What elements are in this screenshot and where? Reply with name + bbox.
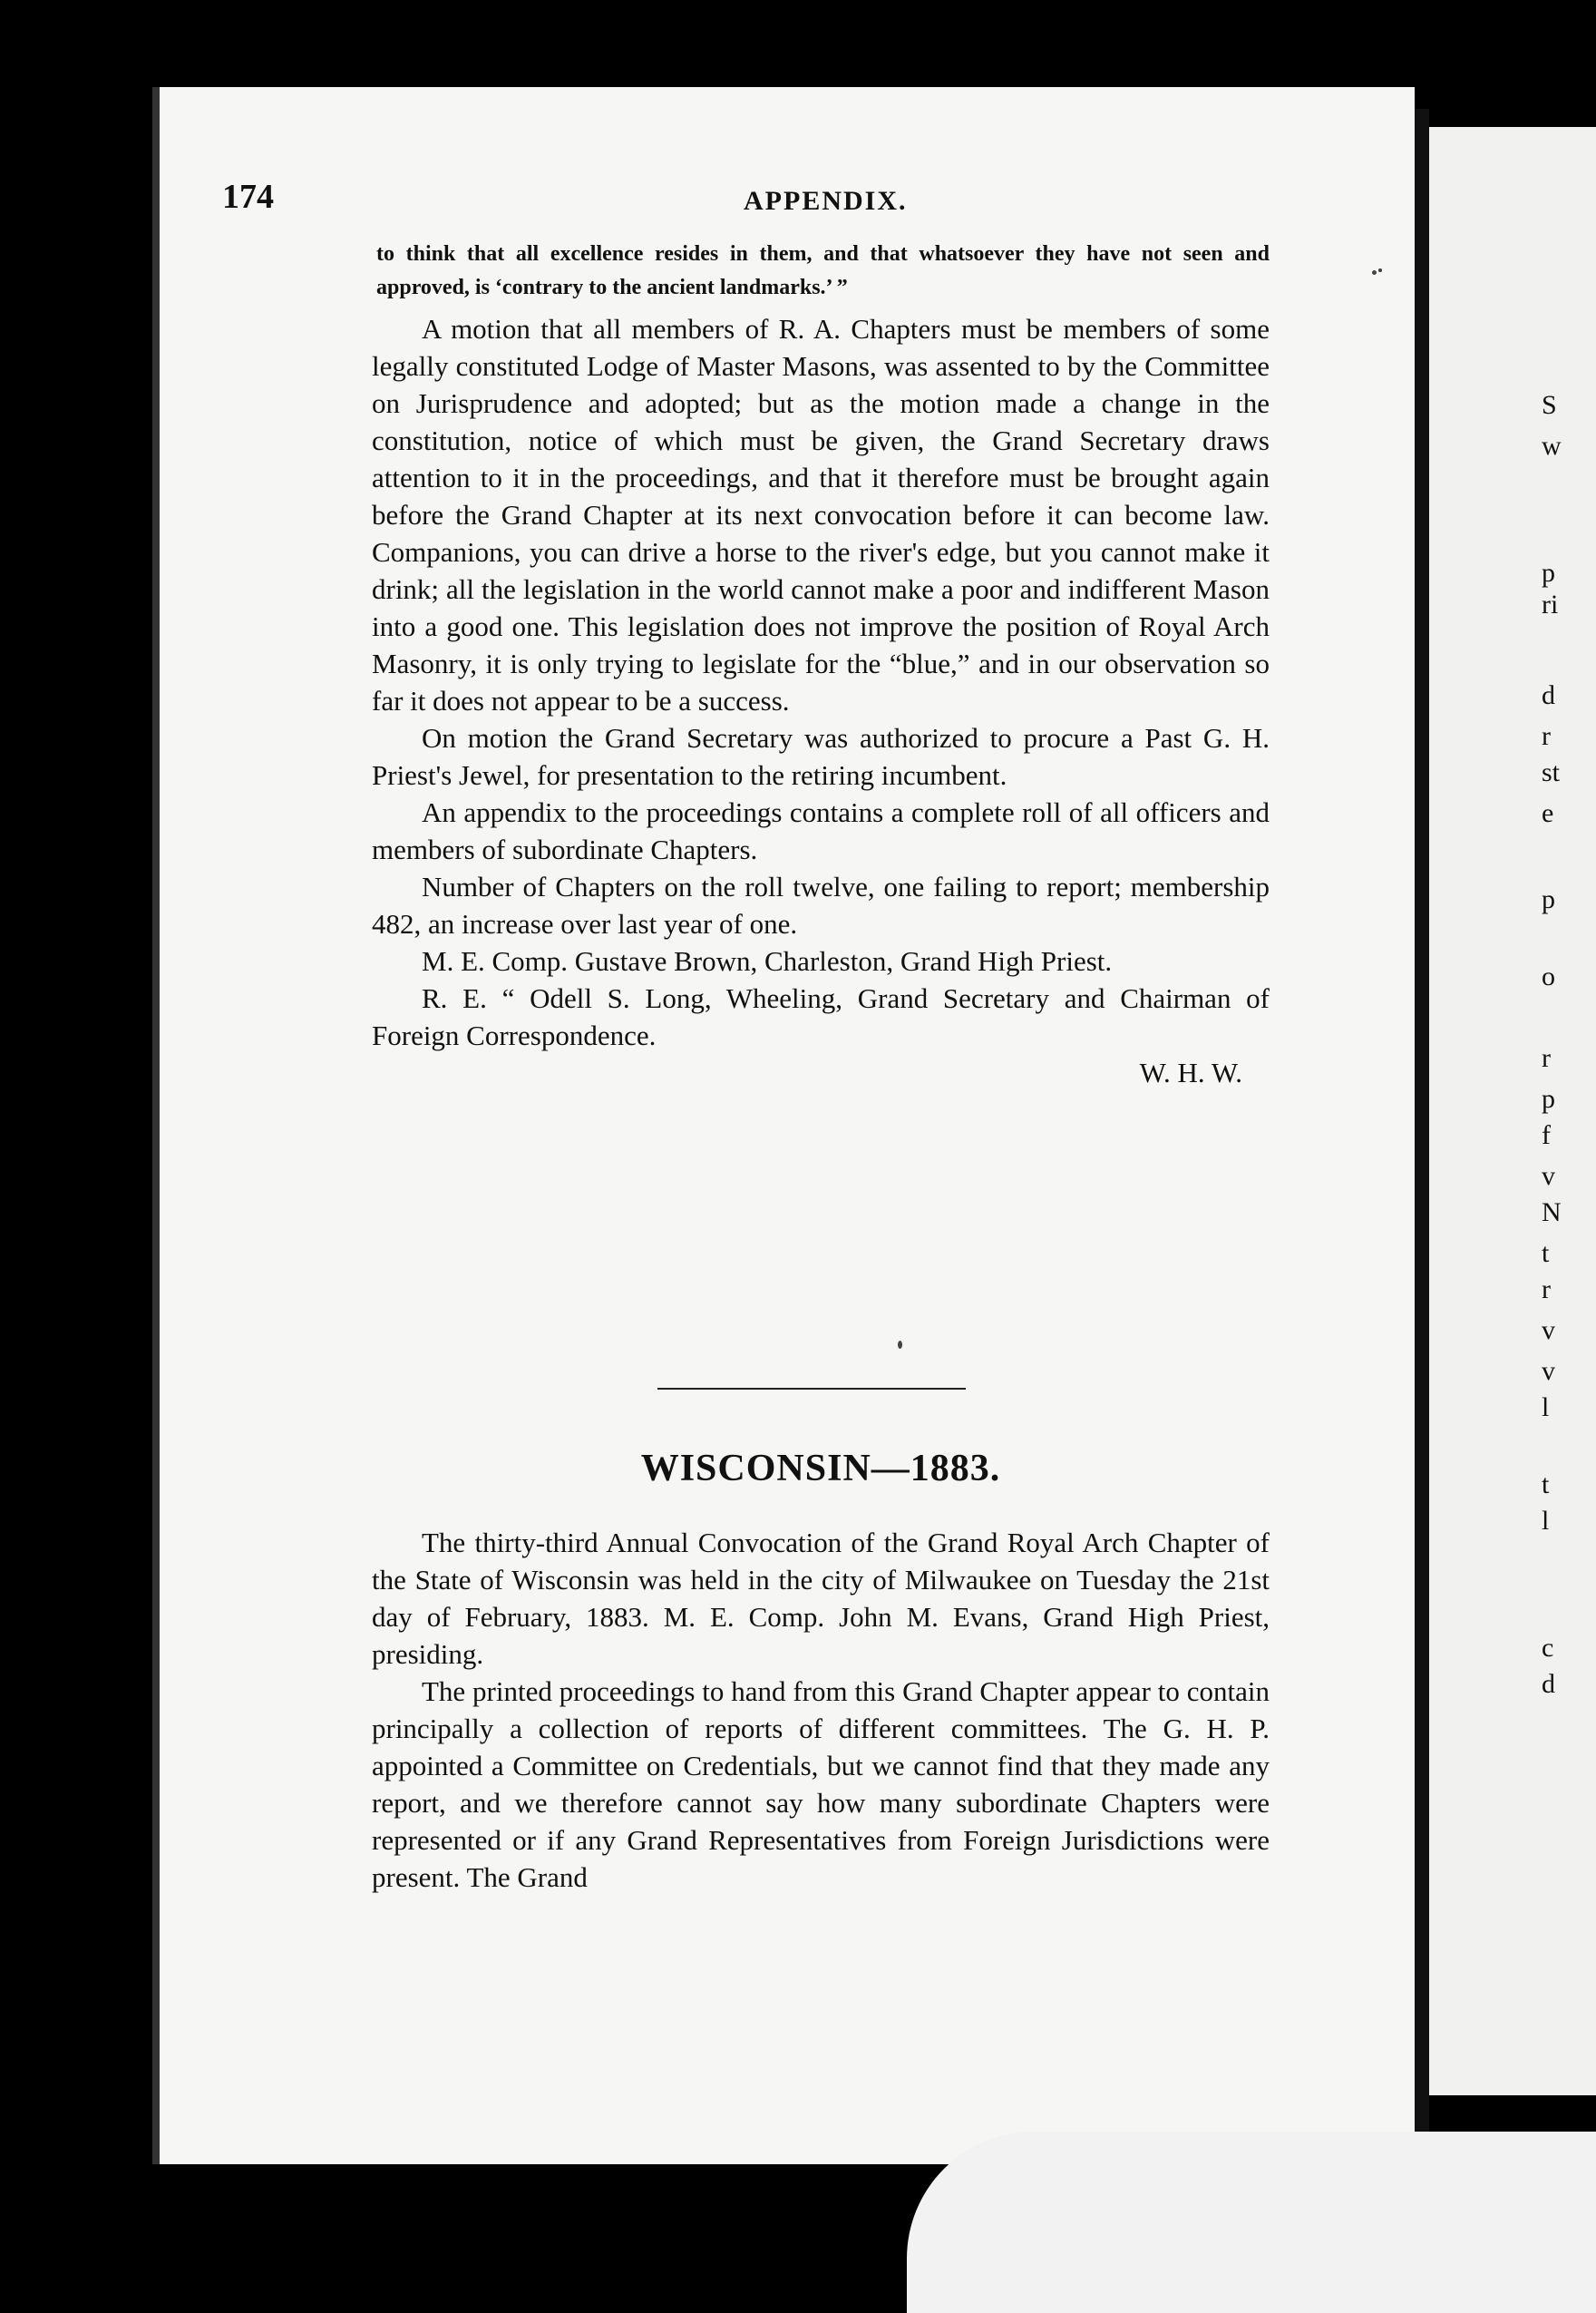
- running-title: APPENDIX.: [744, 186, 908, 216]
- quote-continuation: to think that all excellence resides in them, and that whatsoever they have not seen and approved, is ‘contrary to the ancient landmarks.’ ”: [376, 242, 1270, 299]
- paragraph: The thirty-third Annual Convocation of the Grand Royal Arch Chapter of the State of Wisconsin was held in the city of Milwaukee on Tuesday the 21st day of February, 1883. M. E. Comp. John M. Evans, Grand High Priest, presiding.: [372, 1527, 1270, 1670]
- facing-page-letter: v: [1542, 1356, 1555, 1386]
- facing-page-letter: t: [1542, 1238, 1550, 1268]
- facing-page-letter: o: [1542, 961, 1555, 991]
- scan-speck: [898, 1341, 902, 1349]
- paragraph: R. E. “ Odell S. Long, Wheeling, Grand Secretary and Chairman of Foreign Correspondence.: [372, 982, 1270, 1051]
- paragraph: A motion that all members of R. A. Chapters must be members of some legally constituted Lodge of Master Masons, was assented to by the Committee on Jurisprudence and adopted; but as the motion made a change in the constitution, notice of which must be given, the Grand Secretary draws attention to it in the proceedings, and that it therefore must be brought again before the Grand Chapter at its next convocation before it can become law. Companions, you can drive a horse to the river's edge, but you cannot make it drink; all the legislation in the world cannot make a poor and indifferent Mason into a good one. This legislation does not improve the position of Royal Arch Masonry, it is only trying to legislate for the “blue,” and in our observation so far it does not appear to be a success.: [372, 313, 1270, 717]
- scan-speck: [1372, 270, 1377, 275]
- facing-page-letter: r: [1542, 1043, 1551, 1073]
- page-number: 174: [222, 178, 274, 216]
- paragraph: The printed proceedings to hand from this Grand Chapter appear to contain principally a collection of reports of different committees. The G. H. P. appointed a Committee on Credentials, but we cannot find that they made any report, and we therefore cannot say how many subordinate Chapters were represented or if any Grand Representatives from Foreign Jurisdictions were present. The Grand: [372, 1675, 1270, 1893]
- paragraph: An appendix to the proceedings contains a complete roll of all officers and members of subordinate Chapters.: [372, 796, 1270, 865]
- facing-page-letter: v: [1542, 1315, 1555, 1345]
- facing-page-letter: f: [1542, 1120, 1551, 1150]
- facing-page-letter: S: [1542, 390, 1557, 420]
- facing-page-letter: t: [1542, 1469, 1550, 1499]
- facing-page-letter: v: [1542, 1161, 1555, 1191]
- facing-page-letter: l: [1542, 1392, 1550, 1422]
- facing-page-letter: e: [1542, 798, 1554, 828]
- facing-page-letter: p: [1542, 884, 1555, 914]
- paragraph: Number of Chapters on the roll twelve, one failing to report; membership 482, an increase over last year of one.: [372, 871, 1270, 940]
- facing-page-letter: c: [1542, 1633, 1554, 1663]
- book-page-right-edge: [1429, 127, 1596, 2095]
- paragraph: M. E. Comp. Gustave Brown, Charleston, Grand High Priest.: [422, 945, 1113, 977]
- book-gutter: [1415, 109, 1429, 2177]
- facing-page-letter: p: [1542, 558, 1555, 588]
- scan-speck: [1378, 268, 1382, 272]
- facing-page-letter: r: [1542, 1274, 1551, 1304]
- facing-page-letter: d: [1542, 1669, 1555, 1699]
- section-divider: [657, 1388, 966, 1390]
- facing-page-letter: ri: [1542, 590, 1559, 620]
- facing-page-letter: w: [1542, 431, 1562, 461]
- paragraph: On motion the Grand Secretary was authorized to procure a Past G. H. Priest's Jewel, for presentation to the retiring incumbent.: [372, 722, 1270, 791]
- facing-page-letter: st: [1542, 757, 1561, 787]
- facing-page-letter: N: [1542, 1197, 1562, 1227]
- facing-page-letter: l: [1542, 1506, 1550, 1536]
- wisconsin-section: [372, 1524, 1270, 1896]
- signature: W. H. W.: [1139, 1057, 1242, 1088]
- section-title: WISCONSIN—1883.: [640, 1448, 1001, 1489]
- west-virginia-section: [372, 310, 1270, 1091]
- scan-artifact: [907, 2132, 1596, 2313]
- facing-page-letter: p: [1542, 1084, 1555, 1114]
- facing-page-letter: r: [1542, 721, 1551, 751]
- facing-page-letter: d: [1542, 680, 1555, 710]
